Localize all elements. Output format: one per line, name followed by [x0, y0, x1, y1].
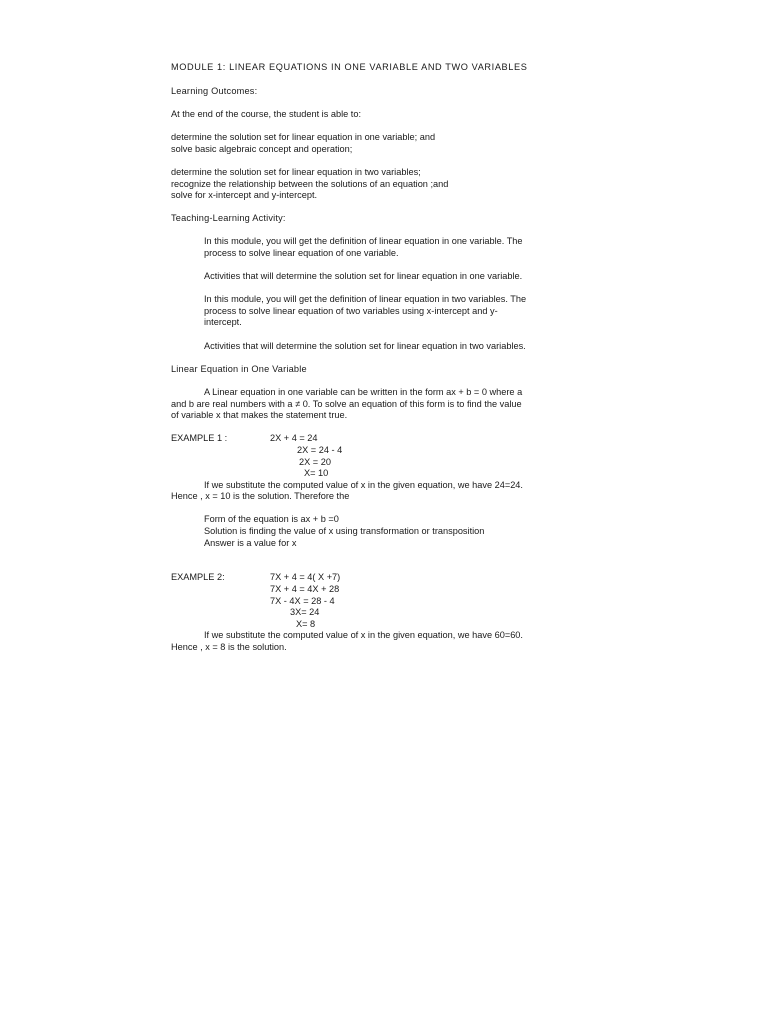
- example-1-note: Form of the equation is ax + b =0: [204, 514, 339, 524]
- tla-paragraph-line: In this module, you will get the definition of linear equation in two variables. The: [204, 294, 527, 304]
- example-1-step: 2X + 4 = 24: [270, 433, 318, 443]
- tla-paragraph-line: intercept.: [204, 317, 242, 327]
- example-2-step: 3X= 24: [290, 607, 320, 617]
- intro-text: At the end of the course, the student is able to:: [171, 109, 361, 119]
- example-2-step: 7X + 4 = 4( X +7): [270, 572, 341, 582]
- example-2-conclusion: If we substitute the computed value of x in the given equation, we have 60=60.: [204, 630, 523, 640]
- example-1-step: X= 10: [304, 468, 329, 478]
- example-2-step: 7X + 4 = 4X + 28: [270, 584, 340, 594]
- outcome-line: determine the solution set for linear equation in two variables;: [171, 167, 421, 177]
- outcome-line: solve for x-intercept and y-intercept.: [171, 190, 318, 200]
- outcome-line: determine the solution set for linear equation in one variable; and: [171, 132, 436, 142]
- tla-paragraph-line: process to solve linear equation of two variables using x-intercept and y-: [204, 306, 498, 316]
- section-paragraph-line: of variable x that makes the statement true.: [171, 410, 348, 420]
- example-1-note: Solution is finding the value of x using transformation or transposition: [204, 526, 485, 536]
- outcome-line: recognize the relationship between the solutions of an equation ;and: [171, 179, 449, 189]
- section-heading: Linear Equation in One Variable: [171, 364, 307, 374]
- example-1-step: 2X = 20: [299, 457, 331, 467]
- example-2-step: 7X - 4X = 28 - 4: [270, 596, 335, 606]
- module-title: MODULE 1: LINEAR EQUATIONS IN ONE VARIABLE AND TWO VARIABLES: [171, 62, 528, 72]
- example-2-label: EXAMPLE 2:: [171, 572, 225, 582]
- example-1-note: Answer is a value for x: [204, 538, 297, 548]
- example-2-step: X= 8: [296, 619, 316, 629]
- tla-paragraph-line: Activities that will determine the solution set for linear equation in one variable.: [204, 271, 523, 281]
- tla-paragraph-line: Activities that will determine the solution set for linear equation in two variables.: [204, 341, 526, 351]
- example-1-label: EXAMPLE 1 :: [171, 433, 228, 443]
- example-1-step: 2X = 24 - 4: [297, 445, 343, 455]
- section-paragraph-line: A Linear equation in one variable can be written in the form ax + b = 0 where a: [204, 387, 523, 397]
- example-1-conclusion: If we substitute the computed value of x in the given equation, we have 24=24.: [204, 480, 523, 490]
- tla-paragraph-line: In this module, you will get the definition of linear equation in one variable. The: [204, 236, 523, 246]
- outcome-line: solve basic algebraic concept and operation;: [171, 144, 353, 154]
- tla-paragraph-line: process to solve linear equation of one variable.: [204, 248, 399, 258]
- section-paragraph-line: and b are real numbers with a ≠ 0. To solve an equation of this form is to find the value: [171, 399, 522, 409]
- tla-heading: Teaching-Learning Activity:: [171, 213, 286, 223]
- example-1-conclusion: Hence , x = 10 is the solution. Therefore the: [171, 491, 350, 501]
- learning-outcomes-heading: Learning Outcomes:: [171, 86, 258, 96]
- example-2-conclusion: Hence , x = 8 is the solution.: [171, 642, 287, 652]
